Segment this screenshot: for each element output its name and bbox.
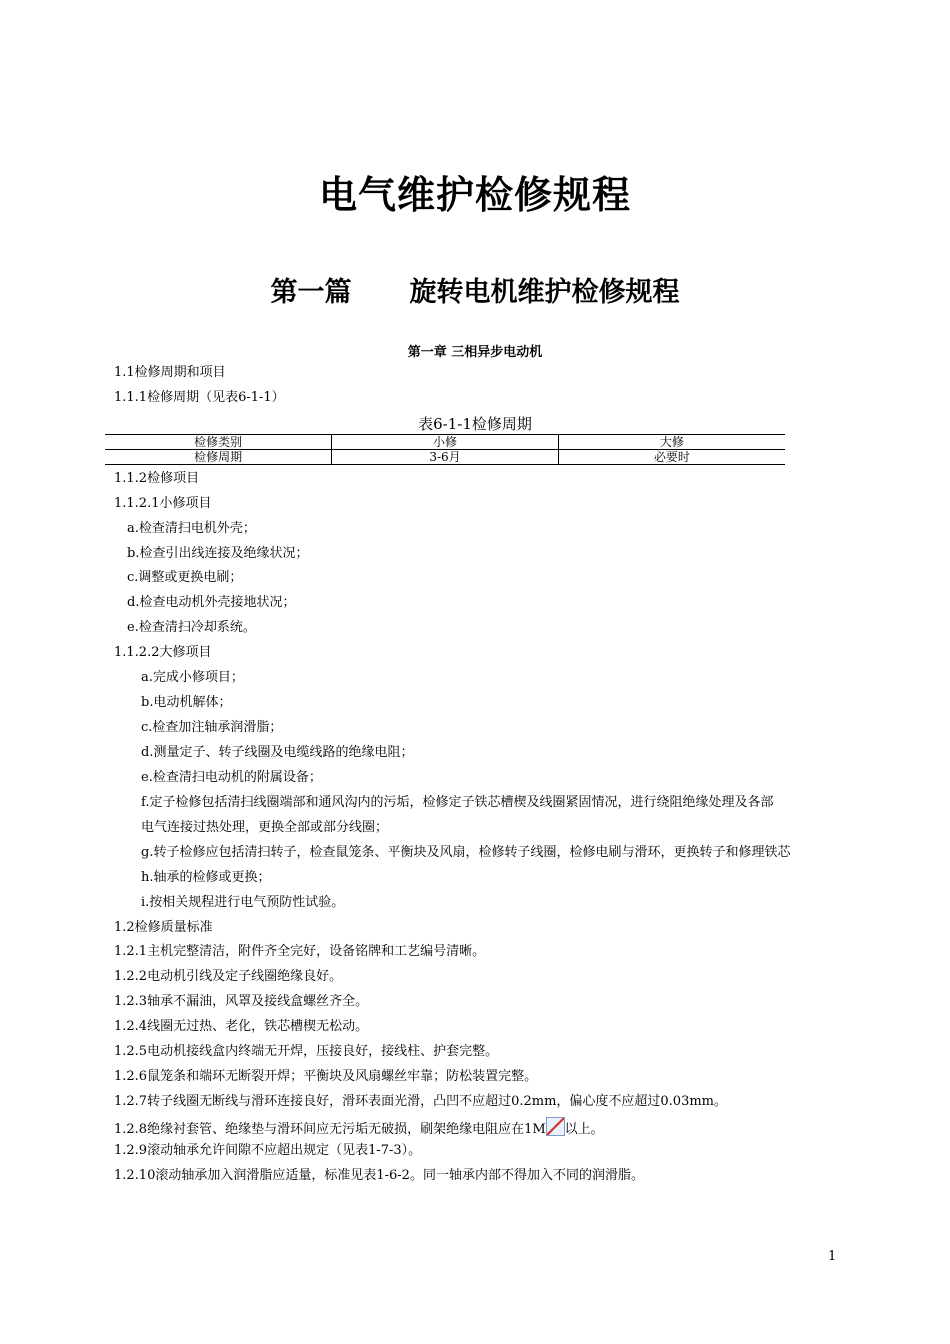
quality-item: 1.2.2电动机引线及定子线圈绝缘良好。 [114,969,343,984]
quality-item: 1.2.9滚动轴承允许间隙不应超出规定（见表1-7-3）。 [114,1143,422,1158]
table-header-cell: 大修 [558,435,785,450]
section-1-1-2-1: 1.1.2.1小修项目 [114,496,212,511]
broken-image-icon [546,1117,565,1136]
table-cell: 检修周期 [105,450,332,465]
major-item: e.检查清扫电动机的附属设备； [141,770,322,785]
quality-item: 1.2.7转子线圈无断线与滑环连接良好，滑环表面光滑，凸凹不应超过0.2mm，偏心度不应超过0.03mm。 [114,1094,728,1109]
major-item: i.按相关规程进行电气预防性试验。 [141,895,345,910]
minor-item: d.检查电动机外壳接地状况； [127,595,296,610]
major-item: a.完成小修项目； [141,670,244,685]
section-1-1-1: 1.1.1检修周期（见表6-1-1） [114,390,285,405]
page-number: 1 [828,1249,837,1264]
major-item-continued: 电气连接过热处理，更换全部或部分线圈； [141,820,389,835]
major-item: h.轴承的检修或更换； [141,870,271,885]
table-caption: 表6-1-1检修周期 [418,415,532,433]
minor-item: a.检查清扫电机外壳； [127,521,256,536]
quality-item: 1.2.3轴承不漏油，风罩及接线盒螺丝齐全。 [114,994,369,1009]
table-row [105,450,785,465]
table-cell: 必要时 [558,450,785,465]
quality-text-before: 1.2.8绝缘衬套管、绝缘垫与滑环间应无污垢无破损，刷架绝缘电阻应在1M [114,1122,546,1137]
minor-item: c.调整或更换电刷； [127,570,243,585]
major-item: g.转子检修应包括清扫转子，检查鼠笼条、平衡块及风扇，检修转子线圈，检修电刷与滑环，更换转子和修理铁芯 [141,845,791,860]
part-label: 第一篇 [270,277,352,308]
major-item: d.测量定子、转子线圈及电缆线路的绝缘电阻； [141,745,414,760]
part-title: 旋转电机维护检修规程 [409,277,680,308]
section-1-1: 1.1检修周期和项目 [114,365,226,380]
quality-item: 1.2.6鼠笼条和端环无断裂开焊；平衡块及风扇螺丝牢靠；防松装置完整。 [114,1069,538,1084]
quality-item: 1.2.5电动机接线盒内终端无开焊，压接良好，接线柱、护套完整。 [114,1044,499,1059]
maintenance-cycle-table [105,434,785,465]
quality-item-1-2-8 [114,1117,604,1138]
major-item: b.电动机解体； [141,695,232,710]
minor-item: e.检查清扫冷却系统。 [127,620,256,635]
quality-item: 1.2.1主机完整清洁，附件齐全完好，设备铭牌和工艺编号清晰。 [114,944,486,959]
table-header-row [105,435,785,450]
quality-item: 1.2.10滚动轴承加入润滑脂应适量，标准见表1-6-2。同一轴承内部不得加入不同的润滑脂。 [114,1168,644,1183]
chapter-heading: 第一章 三相异步电动机 [407,345,543,360]
table-header-cell: 检修类别 [105,435,332,450]
section-1-2: 1.2检修质量标准 [114,920,213,935]
table-cell: 3-6月 [332,450,559,465]
document-title: 电气维护检修规程 [318,173,631,217]
minor-item: b.检查引出线连接及绝缘状况； [127,546,309,561]
major-item: c.检查加注轴承润滑脂； [141,720,283,735]
quality-text-after: 以上。 [564,1122,604,1137]
quality-item: 1.2.4线圈无过热、老化，铁芯槽楔无松动。 [114,1019,369,1034]
major-item: f.定子检修包括清扫线圈端部和通风沟内的污垢，检修定子铁芯槽楔及线圈紧固情况，进行绕阻绝缘处理及各部 [141,795,774,810]
section-1-1-2: 1.1.2检修项目 [114,471,200,486]
section-1-1-2-2: 1.1.2.2大修项目 [114,645,212,660]
part-heading [0,270,950,309]
table-header-cell: 小修 [332,435,559,450]
